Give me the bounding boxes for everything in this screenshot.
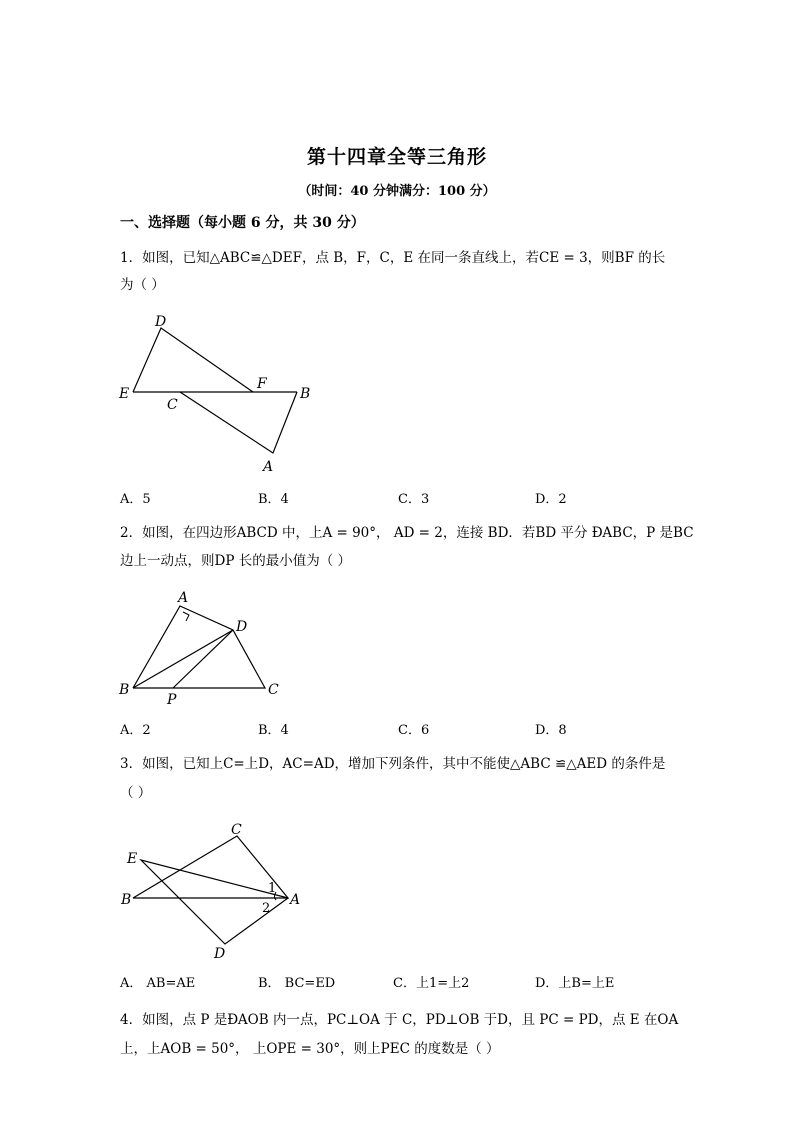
q1-option-d[interactable]: D．2 [535,492,567,507]
q3-label-d: D [214,946,226,962]
q2-option-b[interactable]: B．4 [258,723,289,738]
q1-label-d: D [155,314,167,330]
q3-label-a: A [290,892,301,908]
q2-label-d: D [236,619,248,635]
q2-option-a[interactable]: A．2 [120,723,151,738]
q1-label-a: A [263,459,274,475]
question-4-line-1: 4．如图，点 P 是ÐAOB 内一点，PC⊥OA 于 C，PD⊥OB 于D，且 PC = PD，点 E 在OA [120,1012,679,1028]
q2-label-b: B [119,682,130,698]
question-1-line-1: 1．如图，已知△ABC≌△DEF，点 B，F，C，E 在同一条直线上，若CE = 3，则BF 的长 [120,250,666,266]
question-3-line-2: （ ） [120,785,152,801]
section-heading: 一、选择题（每小题 6 分，共 30 分） [120,215,365,231]
question-2-line-2: 边上一动点，则DP 长的最小值为（ ） [120,553,351,569]
q1-option-b[interactable]: B．4 [258,492,289,507]
q3-label-1: 1 [268,881,277,896]
q3-label-2: 2 [262,901,271,916]
q2-option-c[interactable]: C．6 [398,723,430,738]
page-subtitle: （时间：40 分钟满分：100 分） [298,184,496,199]
q1-option-c[interactable]: C．3 [398,492,430,507]
q1-label-c: C [167,397,178,413]
q3-label-e: E [127,851,138,867]
q3-label-b: B [121,892,132,908]
q3-option-a[interactable]: A． AB=AE [120,976,196,991]
q1-label-f: F [257,376,267,392]
q3-option-b[interactable]: B． BC=ED [258,976,336,991]
q1-label-e: E [119,386,130,402]
q2-label-p: P [167,692,177,708]
q2-label-a: A [178,590,189,606]
question-2-line-1: 2．如图，在四边形ABCD 中，上A = 90°， AD = 2，连接 BD．若BD 平分 ÐABC，P 是BC [120,525,694,541]
q3-option-c[interactable]: C．上1=上2 [393,976,470,991]
q1-label-b: B [300,386,311,402]
question-3-line-1: 3．如图，已知上C=上D，AC=AD，增加下列条件，其中不能使△ABC ≌△AED 的条件是 [120,756,666,772]
q2-option-d[interactable]: D．8 [535,723,567,738]
question-1-line-2: 为（ ） [120,277,165,293]
q3-option-d[interactable]: D．上B=上E [535,976,615,991]
page-title: 第十四章全等三角形 [306,146,487,168]
q2-label-c: C [268,682,279,698]
question-4-line-2: 上，上AOB = 50°， 上OPE = 30°，则上PEC 的度数是（ ） [120,1041,500,1057]
q3-triangle-abc [133,836,288,898]
q1-option-a[interactable]: A．5 [120,492,151,507]
q3-label-c: C [231,822,242,838]
